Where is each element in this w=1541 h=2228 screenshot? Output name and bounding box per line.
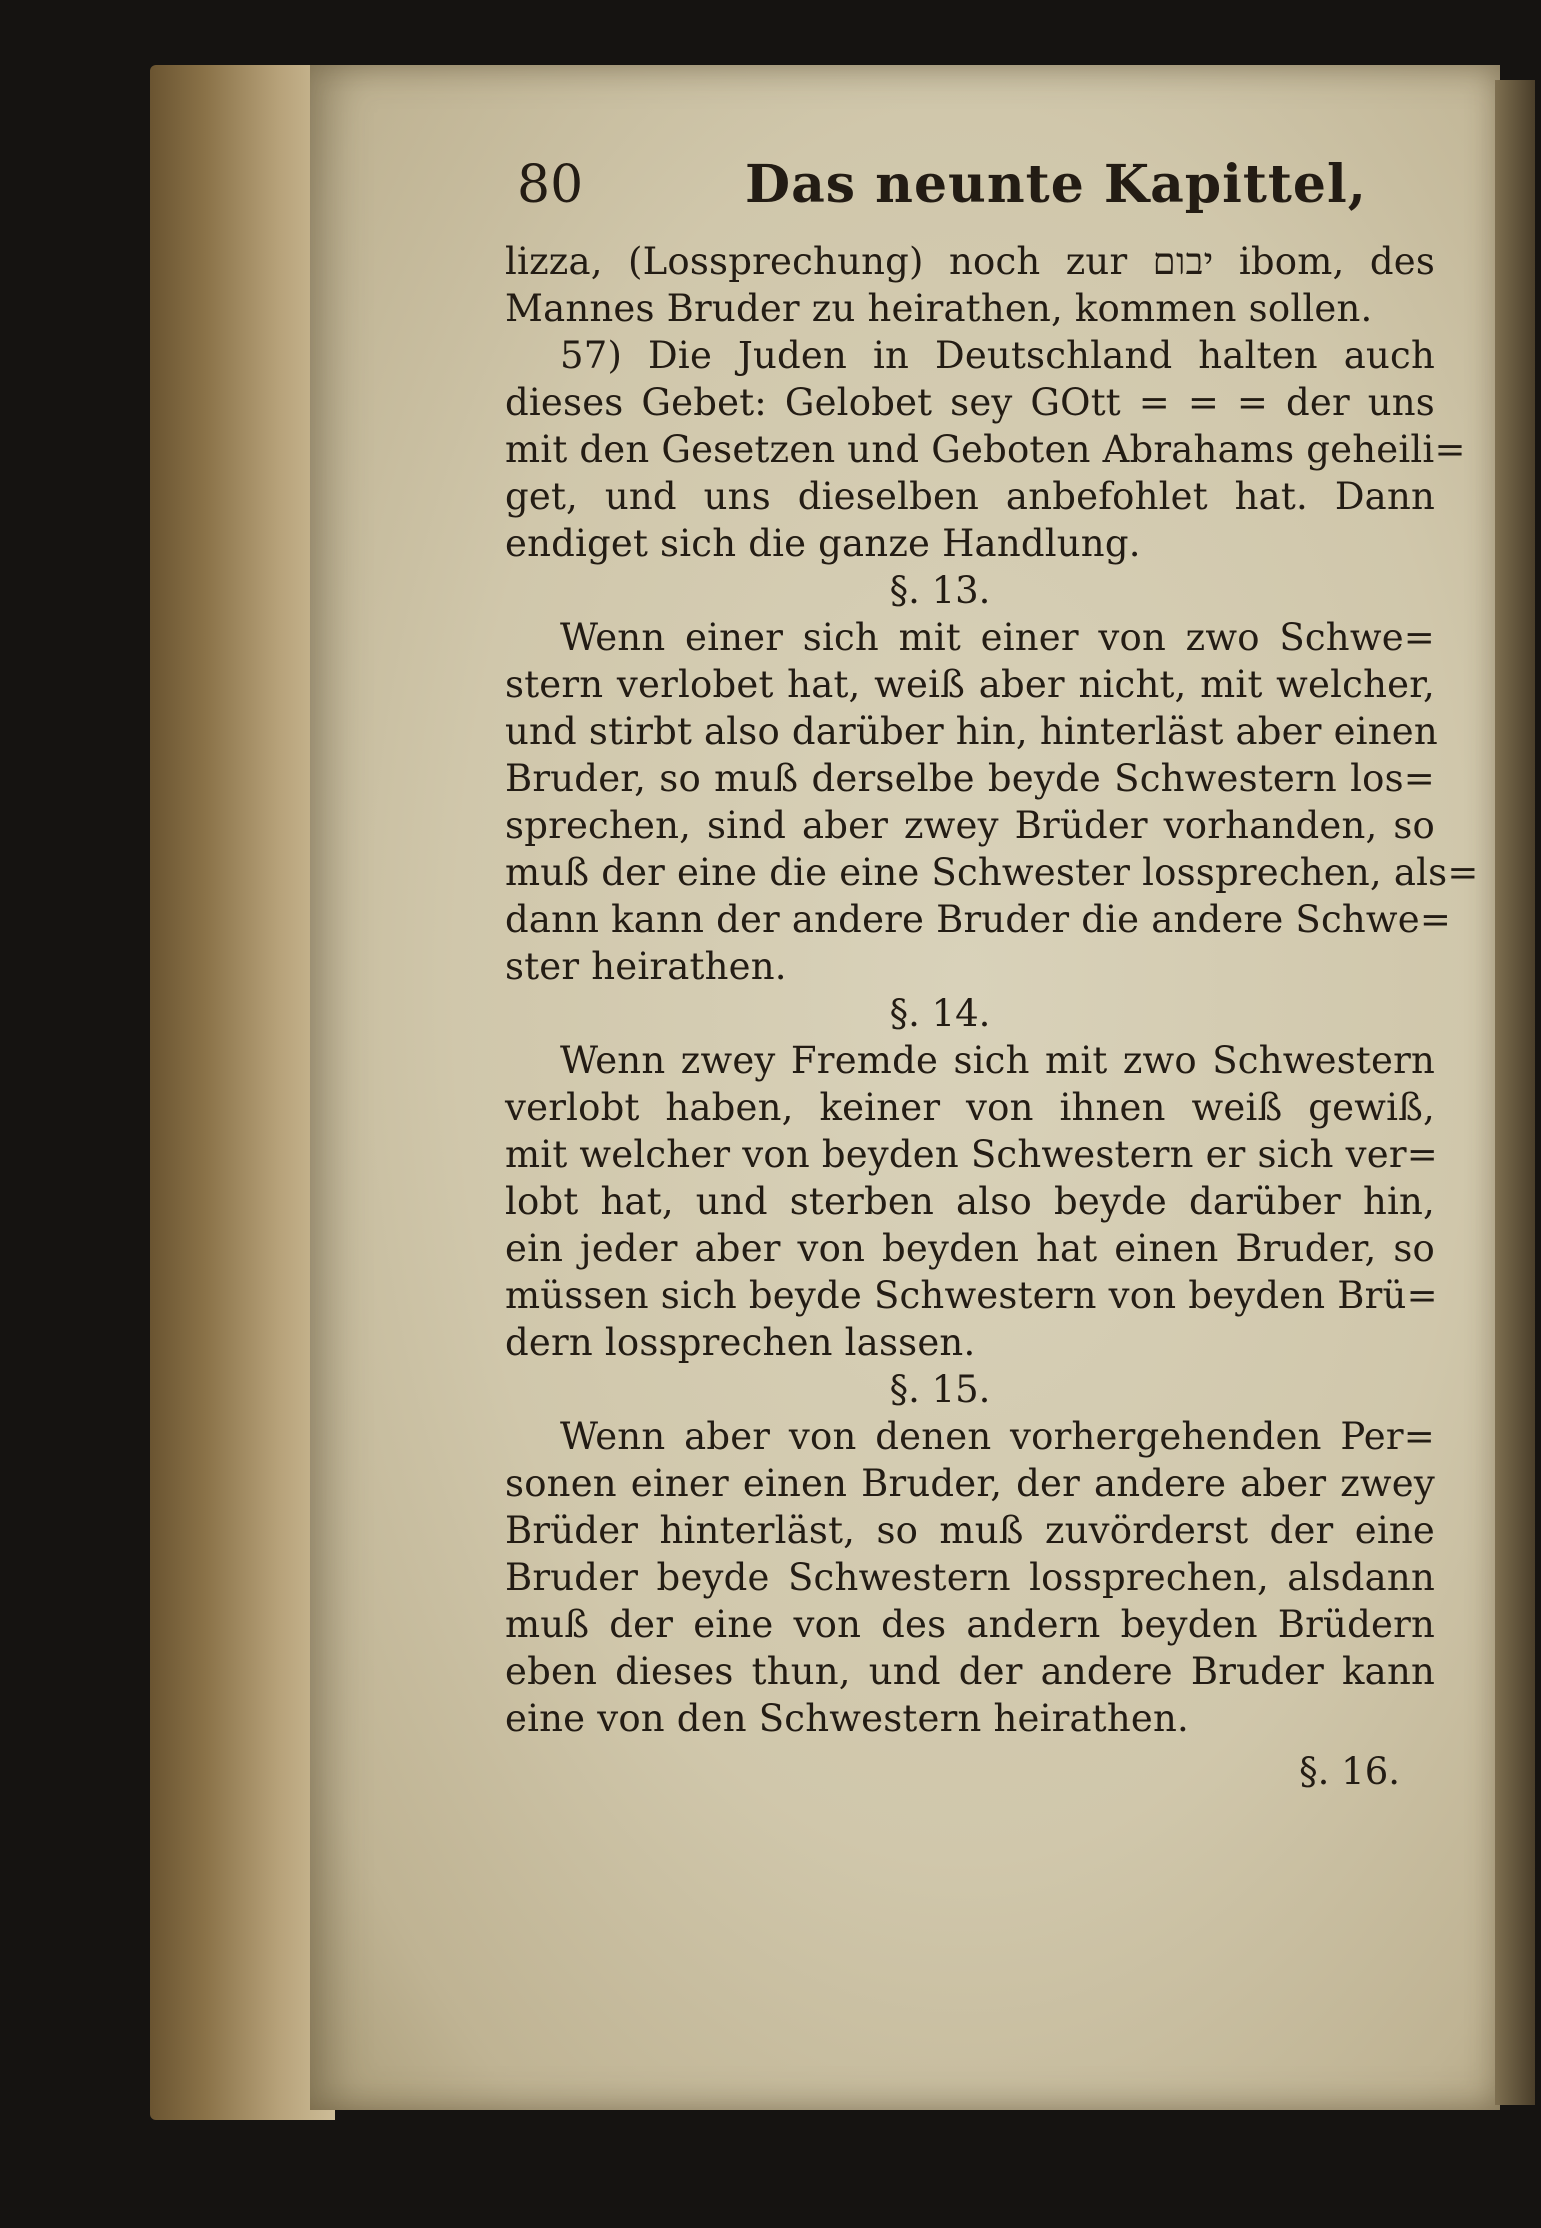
text-line: mit den Gesetzen und Geboten Abrahams geheili= — [505, 428, 1466, 471]
section-heading-14: §. 14. — [889, 992, 991, 1035]
text-line: lobt hat, und sterben also beyde darüber hin, — [505, 1180, 1435, 1223]
section-heading-13: §. 13. — [889, 569, 991, 612]
text-line: muß der eine von des andern beyden Brüdern — [505, 1603, 1435, 1646]
text-line: müssen sich beyde Schwestern von beyden Brü= — [505, 1274, 1438, 1317]
text-line: Brüder hinterläst, so muß zuvörderst der eine — [505, 1509, 1435, 1552]
text-line: Bruder beyde Schwestern lossprechen, alsdann — [505, 1556, 1435, 1599]
section-heading-15: §. 15. — [889, 1368, 991, 1411]
page-gutter-shadow — [1495, 80, 1535, 2105]
text-line: eben dieses thun, und der andere Bruder kann — [505, 1650, 1435, 1693]
page-number: 80 — [517, 155, 584, 215]
text-line: Wenn zwey Fremde sich mit zwo Schwestern — [560, 1039, 1435, 1082]
text-line: 57) Die Juden in Deutschland halten auch — [560, 334, 1435, 377]
text-line: ster heirathen. — [505, 945, 787, 988]
book-page-edges — [150, 65, 335, 2120]
body-text — [505, 238, 1479, 1795]
running-title: Das neunte Kapittel, — [745, 154, 1367, 215]
text-line: sonen einer einen Bruder, der andere aber zwey — [505, 1462, 1435, 1505]
text-line: dern lossprechen lassen. — [505, 1321, 976, 1364]
text-line: verlobt haben, keiner von ihnen weiß gewiß, — [505, 1086, 1435, 1129]
page-text-block — [505, 150, 1479, 1795]
text-line: dieses Gebet: Gelobet sey GOtt = = = der uns — [505, 381, 1435, 424]
text-line: mit welcher von beyden Schwestern er sich ver= — [505, 1133, 1438, 1176]
text-line: Wenn einer sich mit einer von zwo Schwe= — [560, 616, 1435, 659]
text-line: muß der eine die eine Schwester lossprechen, als= — [505, 851, 1479, 894]
catchword: §. 16. — [1299, 1750, 1400, 1793]
page-header — [505, 150, 1435, 220]
text-line: und stirbt also darüber hin, hinterläst aber einen — [505, 710, 1438, 753]
text-line: dann kann der andere Bruder die andere Schwe= — [505, 898, 1452, 941]
text-line: stern verlobet hat, weiß aber nicht, mit welcher, — [505, 663, 1435, 706]
text-line: ein jeder aber von beyden hat einen Bruder, so — [505, 1227, 1435, 1270]
text-line: Wenn aber von denen vorhergehenden Per= — [560, 1415, 1435, 1458]
text-line: get, und uns dieselben anbefohlet hat. Dann — [505, 475, 1435, 518]
text-line: eine von den Schwestern heirathen. — [505, 1697, 1189, 1740]
text-line: endiget sich die ganze Handlung. — [505, 522, 1141, 565]
text-line: lizza, (Lossprechung) noch zur יבום ibom, des — [505, 240, 1436, 283]
text-line: sprechen, sind aber zwey Brüder vorhanden, so — [505, 804, 1435, 847]
text-line: Bruder, so muß derselbe beyde Schwestern los= — [505, 757, 1435, 800]
text-line: Mannes Bruder zu heirathen, kommen sollen. — [505, 287, 1373, 330]
